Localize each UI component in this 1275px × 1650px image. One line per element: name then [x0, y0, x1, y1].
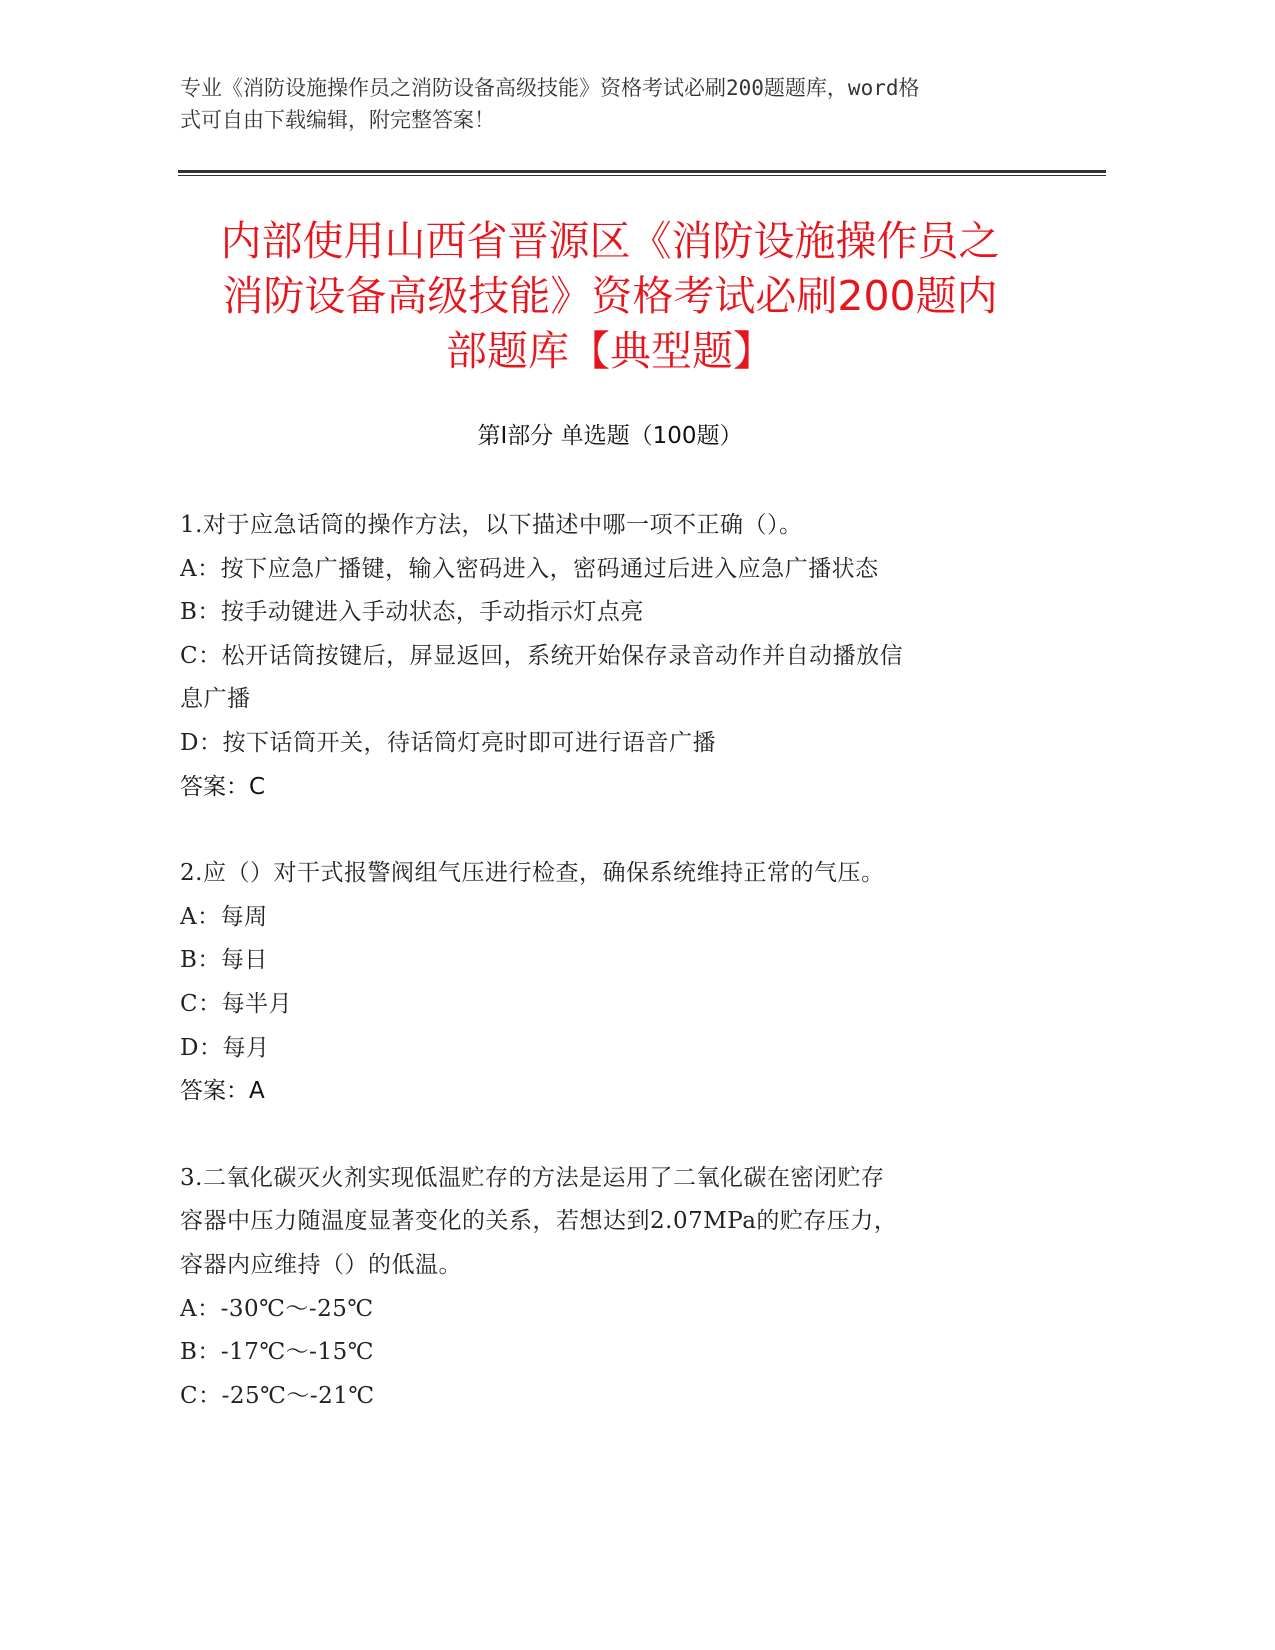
question-item [180, 504, 1040, 809]
question-list [180, 504, 1040, 1461]
header-divider-thick [178, 170, 1106, 173]
header-note-line: 式可自由下载编辑，附完整答案！ [180, 108, 495, 132]
answer-option: A：-30℃～-25℃ [180, 1295, 374, 1322]
question-stem: 1.对于应急话筒的操作方法，以下描述中哪一项不正确（）。 [180, 512, 803, 538]
document-title-line: 消防设备高级技能》资格考试必刷200题内 [222, 272, 998, 320]
answer-key: 答案：C [180, 773, 266, 800]
answer-option: D：每月 [180, 1034, 270, 1061]
section-title: 第Ⅰ部分 单选题（100题） [477, 423, 743, 449]
answer-option: B：每日 [180, 947, 268, 974]
answer-option: B：按手动键进入手动状态，手动指示灯点亮 [180, 599, 644, 626]
header-note [180, 72, 1060, 136]
question-stem: 容器中压力随温度显著变化的关系，若想达到2.07MPa的贮存压力， [180, 1208, 898, 1235]
answer-option: C：每半月 [180, 990, 293, 1017]
answer-option: B：-17℃～-15℃ [180, 1339, 374, 1366]
question-stem: 3.二氧化碳灭火剂实现低温贮存的方法是运用了二氧化碳在密闭贮存 [180, 1164, 885, 1191]
document-title-line: 内部使用山西省晋源区《消防设施操作员之 [220, 217, 1000, 265]
question-stem: 2.应（）对干式报警阀组气压进行检查，确保系统维持正常的气压。 [180, 860, 885, 887]
answer-option: 息广播 [180, 686, 251, 713]
header-note-line: 专业《消防设施操作员之消防设备高级技能》资格考试必刷200题题库，word格 [180, 76, 920, 100]
answer-option: A：按下应急广播键，输入密码进入，密码通过后进入应急广播状态 [180, 555, 879, 582]
answer-option: C：-25℃～-21℃ [180, 1382, 375, 1409]
document-title-line: 部题库【典型题】 [446, 327, 774, 375]
answer-option: D：按下话筒开关，待话筒灯亮时即可进行语音广播 [180, 729, 716, 756]
question-item [180, 1157, 1040, 1419]
document-title [180, 214, 1040, 379]
header-divider-thin [178, 175, 1106, 176]
question-item [180, 852, 1040, 1114]
answer-option: C：松开话筒按键后，屏显返回，系统开始保存录音动作并自动播放信 [180, 642, 904, 669]
question-stem: 容器内应维持（）的低温。 [180, 1251, 462, 1278]
answer-option: A：每周 [180, 903, 268, 930]
answer-key: 答案：A [180, 1078, 265, 1105]
